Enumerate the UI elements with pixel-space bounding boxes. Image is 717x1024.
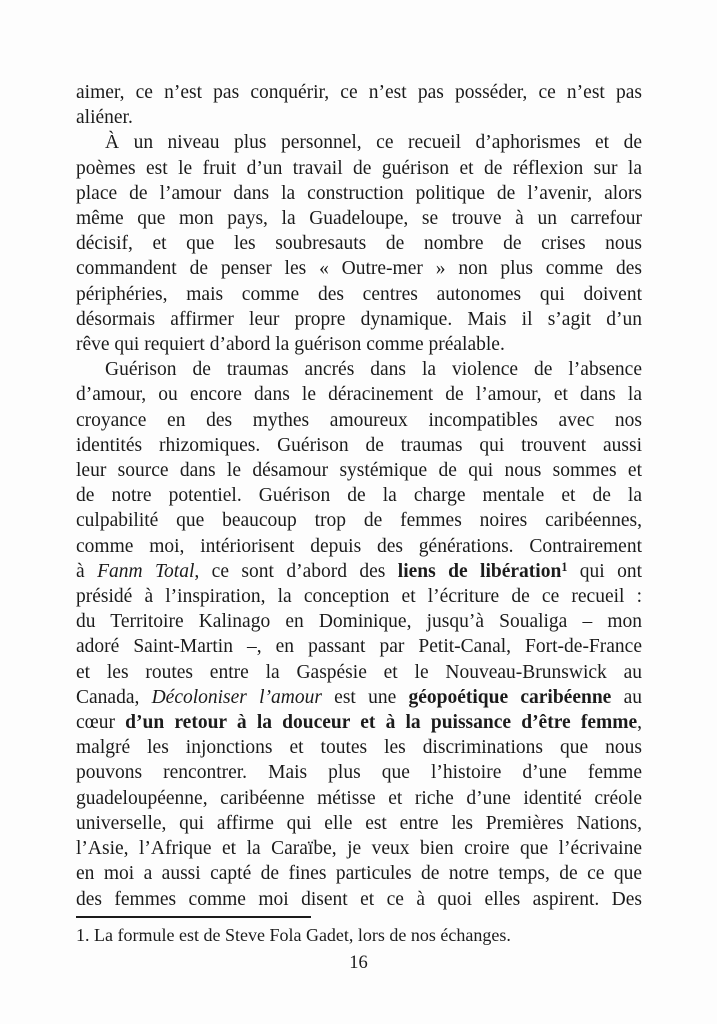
text-line xyxy=(76,282,642,307)
text-line xyxy=(76,786,642,811)
text-line xyxy=(76,609,642,634)
text-line xyxy=(76,685,642,710)
text-line xyxy=(76,156,642,181)
text-run: commandent de penser les « Outre-mer » non plus comme des xyxy=(76,258,642,280)
text-run: d’amour, ou encore dans le déracinement de l’amour, et dans la xyxy=(76,384,642,406)
text-run: des femmes comme moi disent et ce à quoi elles aspirent. Des xyxy=(76,888,642,910)
text-run: culpabilité que beaucoup trop de femmes noires caribéennes, xyxy=(76,510,642,532)
text-line xyxy=(76,408,642,433)
text-line xyxy=(76,458,642,483)
text-run: aliéner. xyxy=(76,107,133,129)
text-run: aimer, ce n’est pas conquérir, ce n’est pas posséder, ce n’est pas xyxy=(76,82,642,103)
text-run: rêve qui requiert d’abord la guérison comme préalable. xyxy=(76,334,505,356)
text-run: cœur xyxy=(76,712,126,734)
text-line xyxy=(76,559,642,584)
footnote xyxy=(76,924,642,947)
text-run: universelle, qui affirme qui elle est entre les Premières Nations, xyxy=(76,812,642,834)
text-run: malgré les injonctions et toutes les discriminations que nous xyxy=(76,737,642,759)
text-line xyxy=(76,735,642,760)
text-run: au xyxy=(611,686,642,708)
text-line xyxy=(76,811,642,836)
text-run-bold: liens de libération xyxy=(397,560,562,582)
text-run-bold: géopoétique caribéenne xyxy=(408,686,612,708)
text-line xyxy=(76,534,642,559)
text-run-italic: Décoloniser l’amour xyxy=(151,686,322,708)
text-run: guadeloupéenne, caribéenne métisse et riche d’une identité créole xyxy=(76,787,642,809)
text-line xyxy=(76,887,642,912)
text-run: place de l’amour dans la construction politique de l’avenir, alors xyxy=(76,182,642,204)
body-text xyxy=(76,80,642,912)
text-line xyxy=(76,231,642,256)
text-run: comme moi, intériorisent depuis des générations. Contrairement xyxy=(76,535,642,557)
text-line xyxy=(76,433,642,458)
text-line xyxy=(76,332,642,357)
text-run-italic: Fanm Total xyxy=(97,560,195,582)
footnote-marker: 1. xyxy=(76,925,90,945)
text-run-bold-sup: 1 xyxy=(561,559,568,574)
text-run: Guérison de traumas ancrés dans la violence de l’absence xyxy=(105,359,642,381)
text-run: , xyxy=(637,712,643,734)
text-run: leur source dans le désamour systémique de qui nous sommes et xyxy=(76,460,642,482)
text-line xyxy=(76,634,642,659)
text-line xyxy=(76,483,642,508)
text-line xyxy=(76,307,642,332)
text-line xyxy=(76,861,642,886)
text-run: décisif, et que les soubresauts de nombre de crises nous xyxy=(76,233,642,255)
text-run: de notre potentiel. Guérison de la charge mentale et de la xyxy=(76,485,642,507)
text-run: qui ont xyxy=(567,560,643,582)
text-run: l’Asie, l’Afrique et la Caraïbe, je veux bien croire que l’écrivaine xyxy=(76,838,642,860)
text-run: À un niveau plus personnel, ce recueil d’aphorismes et de xyxy=(105,132,642,154)
text-run: poèmes est le fruit d’un travail de guérison et de réflexion sur la xyxy=(76,157,642,179)
text-line xyxy=(76,710,642,735)
text-line xyxy=(76,181,642,206)
text-run: Canada, xyxy=(76,686,152,708)
text-run: désormais affirmer leur propre dynamique. Mais il s’agit d’un xyxy=(76,308,642,330)
text-line xyxy=(76,760,642,785)
text-line xyxy=(76,256,642,281)
text-line xyxy=(76,584,642,609)
text-run: même que mon pays, la Guadeloupe, se trouve à un carrefour xyxy=(76,208,642,230)
text-run: et les routes entre la Gaspésie et le Nouveau-Brunswick au xyxy=(76,661,642,683)
footnote-separator xyxy=(76,916,311,918)
text-run: est une xyxy=(321,686,409,708)
page-number: 16 xyxy=(349,953,368,973)
text-line xyxy=(76,836,642,861)
text-line xyxy=(76,508,642,533)
text-run: du Territoire Kalinago en Dominique, jusqu’à Soualiga – mon xyxy=(76,611,642,633)
text-line xyxy=(76,357,642,382)
text-run: adoré Saint-Martin –, en passant par Petit-Canal, Fort-de-France xyxy=(76,636,642,658)
text-run: en moi a aussi capté de fines particules de notre temps, de ce que xyxy=(76,863,642,885)
text-line xyxy=(76,382,642,407)
text-line xyxy=(76,206,642,231)
text-line xyxy=(76,105,642,130)
text-run: périphéries, mais comme des centres autonomes qui doivent xyxy=(76,283,642,305)
text-run: , ce sont d’abord des xyxy=(194,560,398,582)
text-run: pouvons rencontrer. Mais plus que l’histoire d’une femme xyxy=(76,762,642,784)
text-line xyxy=(76,130,642,155)
text-run: croyance en des mythes amoureux incompatibles avec nos xyxy=(76,409,642,431)
footnote-text: La formule est de Steve Fola Gadet, lors de nos échanges. xyxy=(89,925,511,945)
text-run: identités rhizomiques. Guérison de traumas qui trouvent aussi xyxy=(76,434,642,456)
text-run: à xyxy=(76,560,98,582)
text-run-bold: d’un retour à la douceur et à la puissance d’être femme xyxy=(125,712,638,734)
text-line xyxy=(76,660,642,685)
text-line xyxy=(76,80,642,105)
text-run: présidé à l’inspiration, la conception et l’écriture de ce recueil : xyxy=(76,586,642,608)
